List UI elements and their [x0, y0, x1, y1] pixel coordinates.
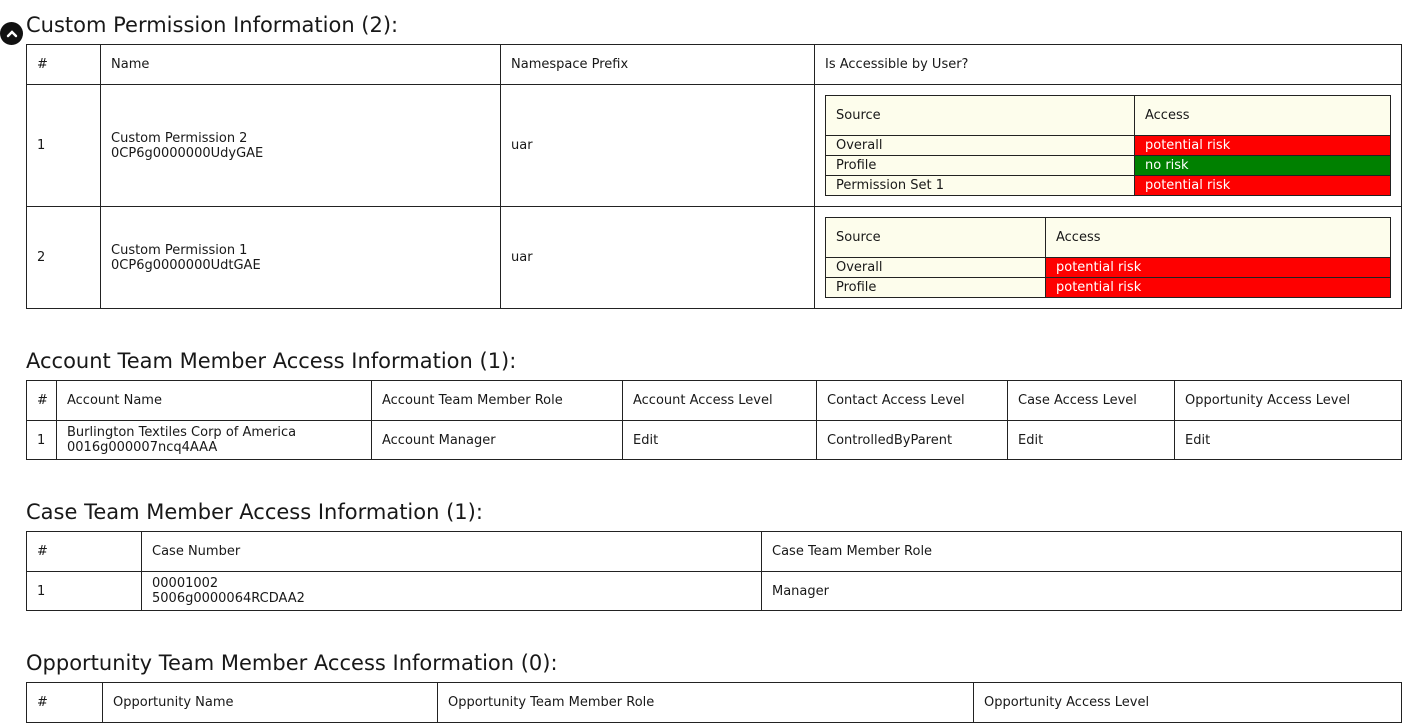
- source: Permission Set 1: [826, 176, 1135, 196]
- permission-name: Custom Permission 1: [111, 242, 248, 258]
- source: Overall: [826, 258, 1046, 278]
- table-row: [27, 207, 1402, 309]
- access-row: [826, 156, 1391, 176]
- case-id: 5006g0000064RCDAA2: [152, 591, 305, 606]
- column-header: Case Access Level: [1008, 381, 1175, 421]
- row-number: 1: [27, 85, 101, 207]
- table-header-row: [27, 683, 1402, 723]
- access-row: [826, 278, 1391, 298]
- table-row: [27, 421, 1402, 460]
- team-member-role: Account Manager: [372, 421, 623, 460]
- column-header: Opportunity Access Level: [974, 683, 1402, 723]
- opportunity-team-table: [26, 682, 1402, 723]
- opportunity-team-title: Opportunity Team Member Access Information (0):: [26, 651, 558, 675]
- access-table: [825, 217, 1391, 298]
- row-number: 1: [27, 572, 142, 611]
- permission-name: Custom Permission 2: [111, 130, 248, 146]
- account-id: 0016g000007ncq4AAA: [67, 440, 218, 455]
- table-row: [27, 85, 1402, 207]
- column-header: Opportunity Name: [103, 683, 438, 723]
- access-status: potential risk: [1046, 278, 1391, 298]
- access-row: [826, 258, 1391, 278]
- access-status: potential risk: [1046, 258, 1391, 278]
- collapse-toggle-button[interactable]: [0, 22, 23, 45]
- column-header: Opportunity Access Level: [1175, 381, 1402, 421]
- account-team-table: [26, 380, 1402, 460]
- case-team-table: [26, 531, 1402, 611]
- column-header: Opportunity Team Member Role: [438, 683, 974, 723]
- nested-header: Access: [1046, 218, 1391, 258]
- column-header: #: [27, 683, 103, 723]
- case-access-level: Edit: [1008, 421, 1175, 460]
- row-number: 2: [27, 207, 101, 309]
- access-row: [826, 176, 1391, 196]
- permission-name-cell: [101, 85, 501, 207]
- case-number-cell: [142, 572, 762, 611]
- access-row: [826, 136, 1391, 156]
- column-header: Case Number: [142, 532, 762, 572]
- source: Profile: [826, 278, 1046, 298]
- table-header-row: [27, 381, 1402, 421]
- column-header: Account Access Level: [623, 381, 817, 421]
- source: Overall: [826, 136, 1135, 156]
- custom-permission-title: Custom Permission Information (2):: [26, 13, 399, 37]
- column-header: Contact Access Level: [817, 381, 1008, 421]
- access-status: no risk: [1135, 156, 1391, 176]
- namespace-prefix: uar: [501, 207, 815, 309]
- column-header: Is Accessible by User?: [815, 45, 1402, 85]
- table-row: [27, 572, 1402, 611]
- permission-name-cell: [101, 207, 501, 309]
- access-cell: [815, 85, 1402, 207]
- custom-permission-table: [26, 44, 1402, 309]
- table-header-row: [27, 45, 1402, 85]
- column-header: Case Team Member Role: [762, 532, 1402, 572]
- account-name-cell: [57, 421, 372, 460]
- source: Profile: [826, 156, 1135, 176]
- account-name: Burlington Textiles Corp of America: [67, 425, 297, 440]
- column-header: #: [27, 45, 101, 85]
- contact-access-level: ControlledByParent: [817, 421, 1008, 460]
- case-team-title: Case Team Member Access Information (1):: [26, 500, 483, 524]
- account-access-level: Edit: [623, 421, 817, 460]
- column-header: #: [27, 532, 142, 572]
- account-team-title: Account Team Member Access Information (1):: [26, 349, 517, 373]
- row-number: 1: [27, 421, 57, 460]
- nested-header: Source: [826, 218, 1046, 258]
- namespace-prefix: uar: [501, 85, 815, 207]
- table-header-row: [27, 532, 1402, 572]
- column-header: #: [27, 381, 57, 421]
- permission-id: 0CP6g0000000UdtGAE: [111, 257, 261, 273]
- nested-header: Source: [826, 96, 1135, 136]
- case-number: 00001002: [152, 576, 219, 591]
- opportunity-access-level: Edit: [1175, 421, 1402, 460]
- column-header: Account Team Member Role: [372, 381, 623, 421]
- chevron-up-icon: [6, 29, 18, 39]
- column-header: Name: [101, 45, 501, 85]
- permission-id: 0CP6g0000000UdyGAE: [111, 145, 264, 161]
- access-status: potential risk: [1135, 136, 1391, 156]
- column-header: Namespace Prefix: [501, 45, 815, 85]
- access-cell: [815, 207, 1402, 309]
- access-table: [825, 95, 1391, 196]
- column-header: Account Name: [57, 381, 372, 421]
- nested-header: Access: [1135, 96, 1391, 136]
- access-status: potential risk: [1135, 176, 1391, 196]
- case-team-role: Manager: [762, 572, 1402, 611]
